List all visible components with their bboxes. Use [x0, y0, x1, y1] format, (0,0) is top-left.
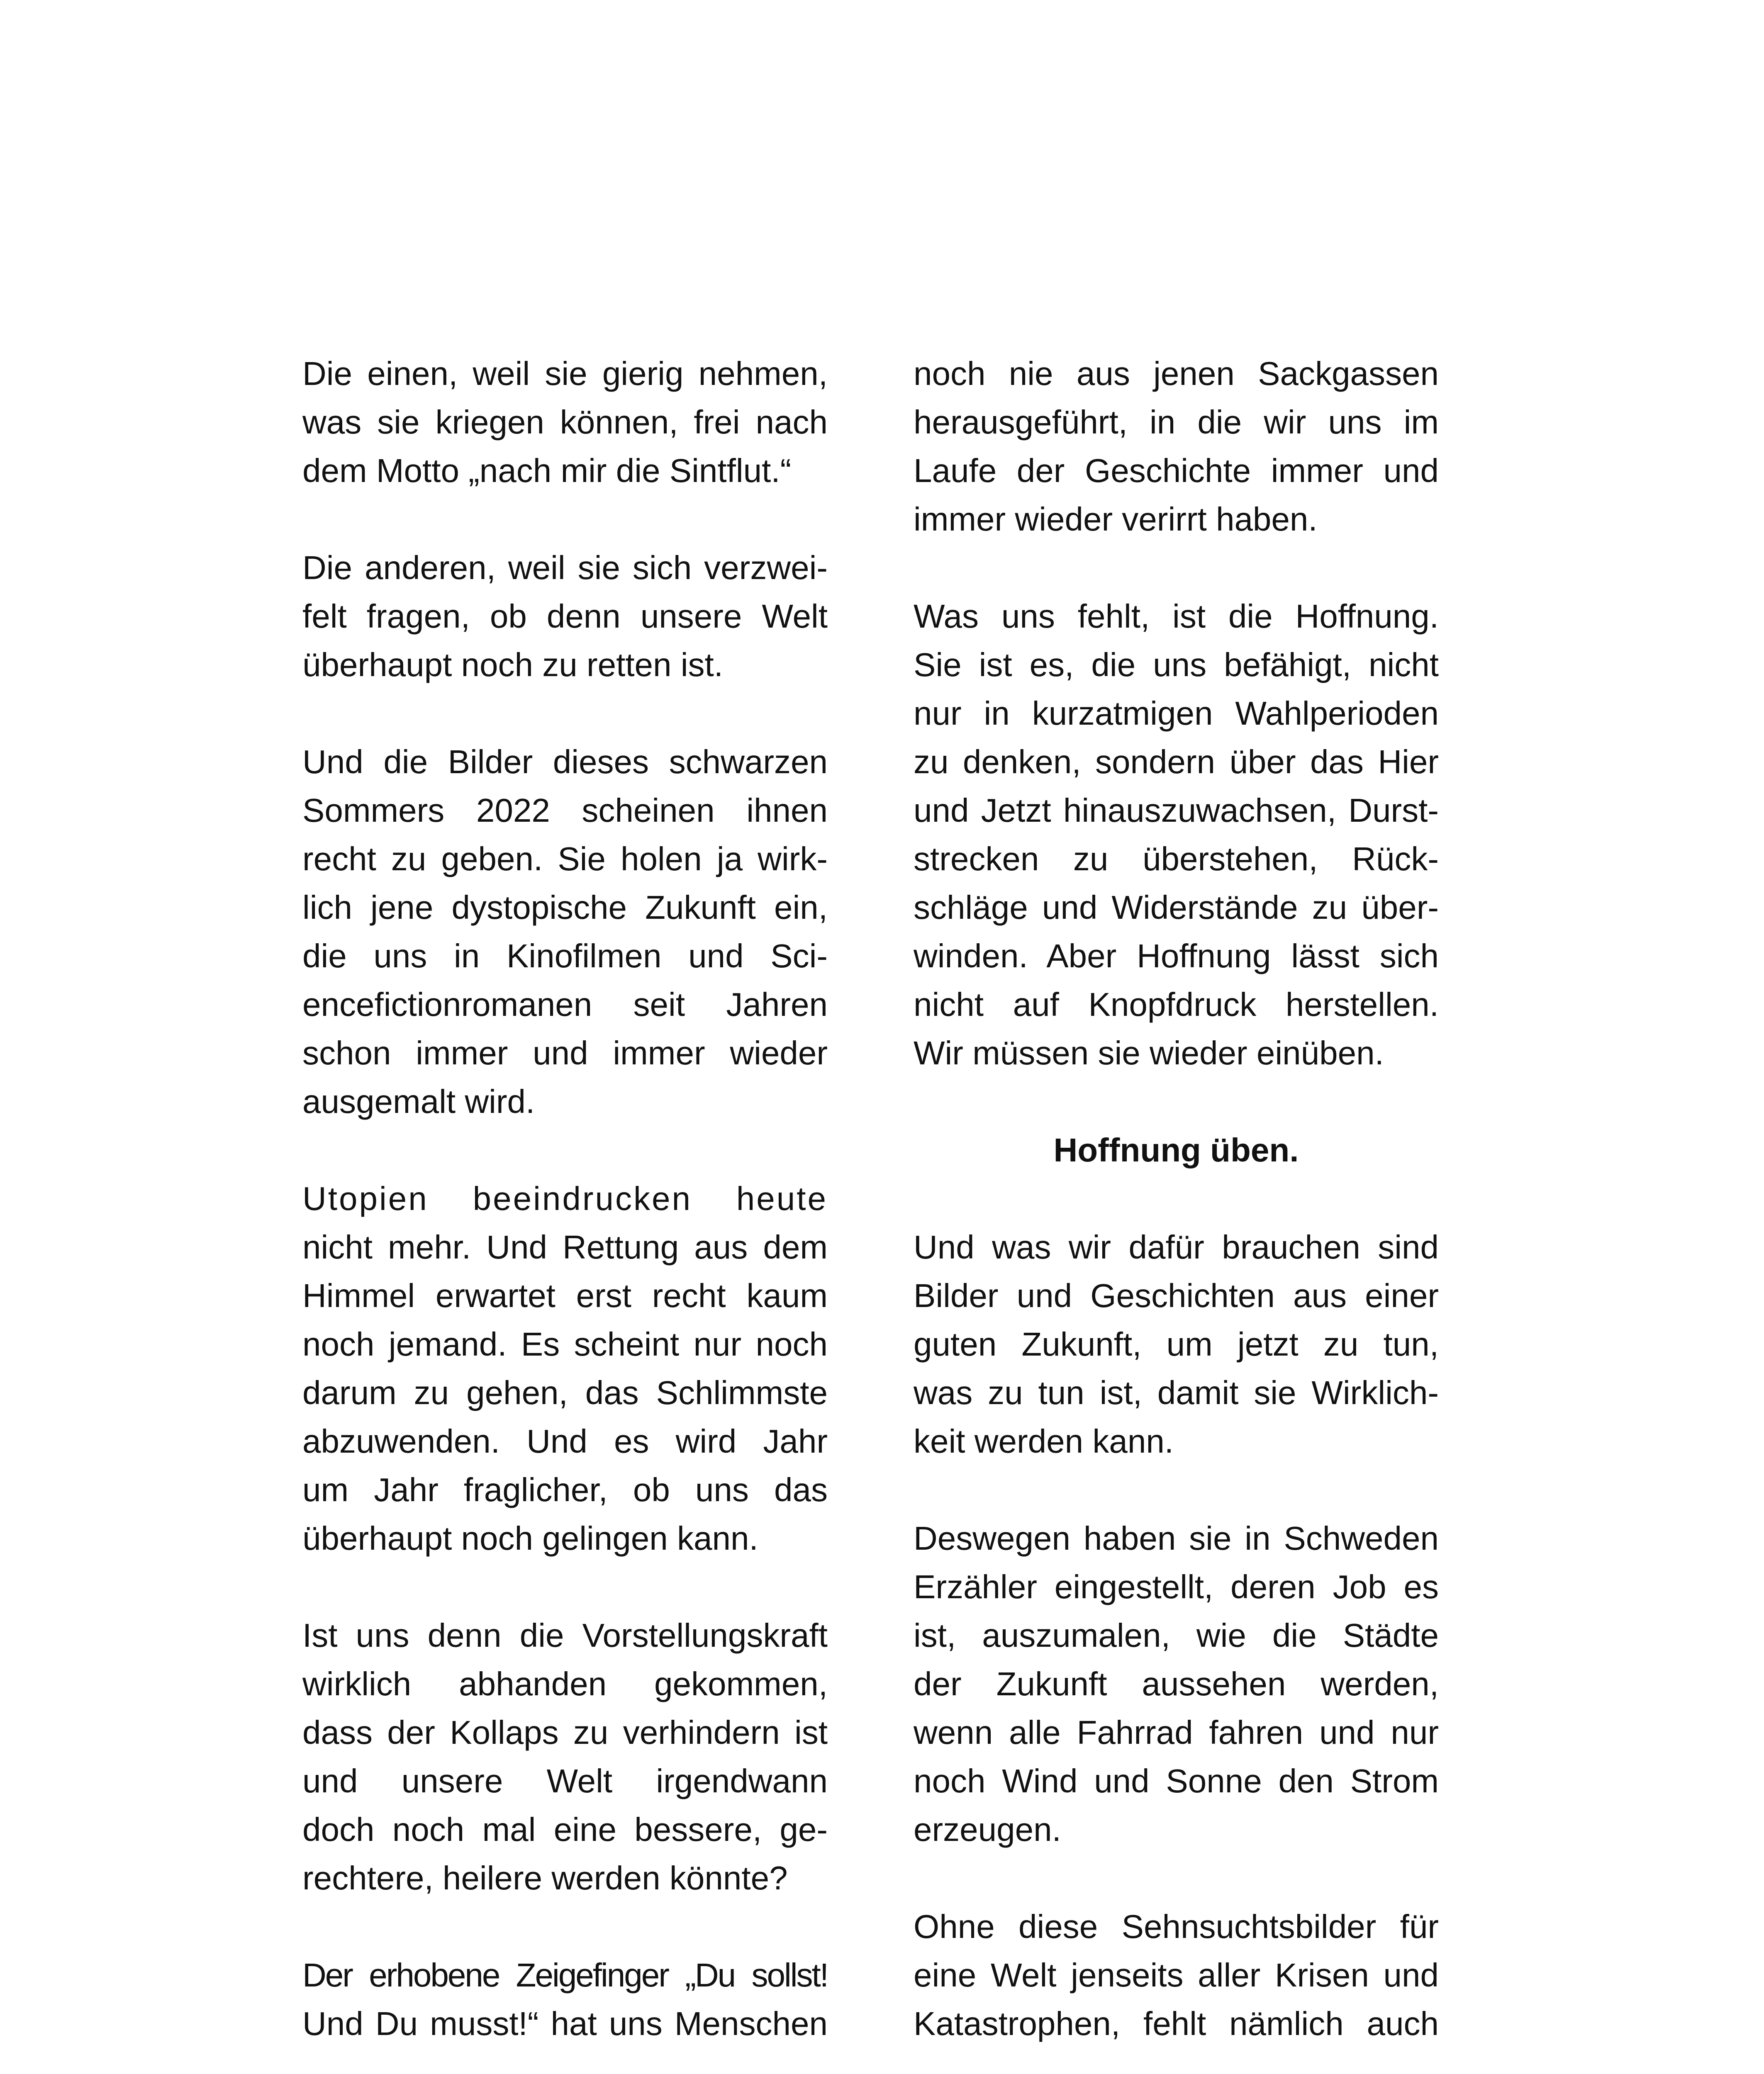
- text-line: und Jetzt hinauszuwachsen, Durst-: [914, 792, 1439, 829]
- text-line: schläge und Widerstände zu über-: [914, 889, 1439, 926]
- text-line: Utopien beeindrucken heute: [302, 1180, 828, 1217]
- paragraph: [914, 1223, 1439, 1465]
- text-line: Bilder und Geschichten aus einer: [914, 1277, 1439, 1314]
- text-line: recht zu geben. Sie holen ja wirk-: [302, 840, 828, 877]
- text-line: noch jemand. Es scheint nur noch: [302, 1326, 828, 1363]
- text-line: Ist uns denn die Vorstellungskraft: [302, 1617, 828, 1654]
- text-line: Erzähler eingestellt, deren Job es: [914, 1568, 1439, 1605]
- text-line: zu denken, sondern über das Hier: [914, 743, 1439, 780]
- paragraph: [302, 349, 828, 495]
- text-line: Laufe der Geschichte immer und: [914, 452, 1439, 489]
- text-line: wenn alle Fahrrad fahren und nur: [914, 1714, 1439, 1751]
- text-line: wirklich abhanden gekommen,: [302, 1665, 828, 1702]
- text-line: nur in kurzatmigen Wahlperioden: [914, 695, 1439, 732]
- paragraph: [302, 738, 828, 1126]
- paragraph-spacer: [914, 543, 1439, 592]
- text-line: was zu tun ist, damit sie Wirklich-: [914, 1374, 1439, 1411]
- text-line: Himmel erwartet erst recht kaum: [302, 1277, 828, 1314]
- text-line: eine Welt jenseits aller Krisen und: [914, 1957, 1439, 1994]
- paragraph: [302, 543, 828, 689]
- text-line: schon immer und immer wieder: [302, 1035, 828, 1071]
- paragraph: [914, 1902, 1439, 2048]
- paragraph-spacer: [302, 689, 828, 738]
- right-text-column: [914, 349, 1439, 2048]
- text-line: noch Wind und Sonne den Strom: [914, 1762, 1439, 1799]
- paragraph-spacer: [302, 495, 828, 543]
- paragraph: [302, 1174, 828, 1563]
- text-line: Was uns fehlt, ist die Hoffnung.: [914, 598, 1439, 635]
- section-heading: Hoffnung üben.: [1053, 1132, 1299, 1168]
- text-line: Deswegen haben sie in Schweden: [914, 1520, 1439, 1557]
- left-text-column: [302, 349, 828, 2048]
- paragraph: [914, 592, 1439, 1077]
- text-line: Die anderen, weil sie sich verzwei-: [302, 549, 828, 586]
- text-line: abzuwenden. Und es wird Jahr: [302, 1423, 828, 1460]
- text-line: Und die Bilder dieses schwarzen: [302, 743, 828, 780]
- text-line: Katastrophen, fehlt nämlich auch: [914, 2005, 1439, 2042]
- text-line: felt fragen, ob denn unsere Welt: [302, 598, 828, 635]
- text-line: was sie kriegen können, frei nach: [302, 404, 828, 441]
- text-line: Der erhobene Zeigefinger „Du sollst!: [302, 1957, 828, 1994]
- paragraph-spacer: [914, 1174, 1439, 1223]
- text-line: Sommers 2022 scheinen ihnen: [302, 792, 828, 829]
- text-line: Wir müssen sie wieder einüben.: [914, 1035, 1384, 1071]
- text-line: strecken zu überstehen, Rück-: [914, 840, 1439, 877]
- text-line: doch noch mal eine bessere, ge-: [302, 1811, 828, 1848]
- text-line: überhaupt noch zu retten ist.: [302, 646, 723, 683]
- paragraph-spacer: [914, 1854, 1439, 1902]
- paragraph: [302, 1611, 828, 1902]
- text-line: erzeugen.: [914, 1811, 1061, 1848]
- text-line: herausgeführt, in die wir uns im: [914, 404, 1439, 441]
- paragraph-spacer: [914, 1077, 1439, 1126]
- text-line: dass der Kollaps zu verhindern ist: [302, 1714, 828, 1751]
- paragraph-spacer: [302, 1563, 828, 1611]
- text-line: keit werden kann.: [914, 1423, 1174, 1460]
- paragraph-spacer: [302, 1902, 828, 1951]
- text-line: Und Du musst!“ hat uns Menschen: [302, 2005, 828, 2042]
- text-line: der Zukunft aussehen werden,: [914, 1665, 1439, 1702]
- text-line: noch nie aus jenen Sackgassen: [914, 355, 1439, 392]
- text-line: guten Zukunft, um jetzt zu tun,: [914, 1326, 1439, 1363]
- text-line: die uns in Kinofilmen und Sci-: [302, 937, 828, 974]
- paragraph-spacer: [914, 1465, 1439, 1514]
- text-line: lich jene dystopische Zukunft ein,: [302, 889, 828, 926]
- text-line: Die einen, weil sie gierig nehmen,: [302, 355, 828, 392]
- text-line: nicht mehr. Und Rettung aus dem: [302, 1229, 828, 1266]
- text-line: winden. Aber Hoffnung lässt sich: [914, 937, 1439, 974]
- text-line: dem Motto „nach mir die Sintflut.“: [302, 452, 792, 489]
- text-line: Und was wir dafür brauchen sind: [914, 1229, 1439, 1266]
- text-line: darum zu gehen, das Schlimmste: [302, 1374, 828, 1411]
- text-line: encefictionromanen seit Jahren: [302, 986, 828, 1023]
- text-line: und unsere Welt irgendwann: [302, 1762, 828, 1799]
- text-line: um Jahr fraglicher, ob uns das: [302, 1471, 828, 1508]
- text-line: rechtere, heilere werden könnte?: [302, 1860, 788, 1896]
- paragraph: [914, 1514, 1439, 1854]
- paragraph: [302, 1951, 828, 2048]
- text-line: Sie ist es, die uns befähigt, nicht: [914, 646, 1439, 683]
- text-line: Ohne diese Sehnsuchtsbilder für: [914, 1908, 1439, 1945]
- paragraph: [914, 349, 1439, 543]
- text-line: ist, auszumalen, wie die Städte: [914, 1617, 1439, 1654]
- text-line: nicht auf Knopfdruck herstellen.: [914, 986, 1439, 1023]
- text-line: immer wieder verirrt haben.: [914, 501, 1318, 538]
- paragraph-spacer: [302, 1126, 828, 1174]
- text-line: ausgemalt wird.: [302, 1083, 535, 1120]
- text-line: überhaupt noch gelingen kann.: [302, 1520, 758, 1557]
